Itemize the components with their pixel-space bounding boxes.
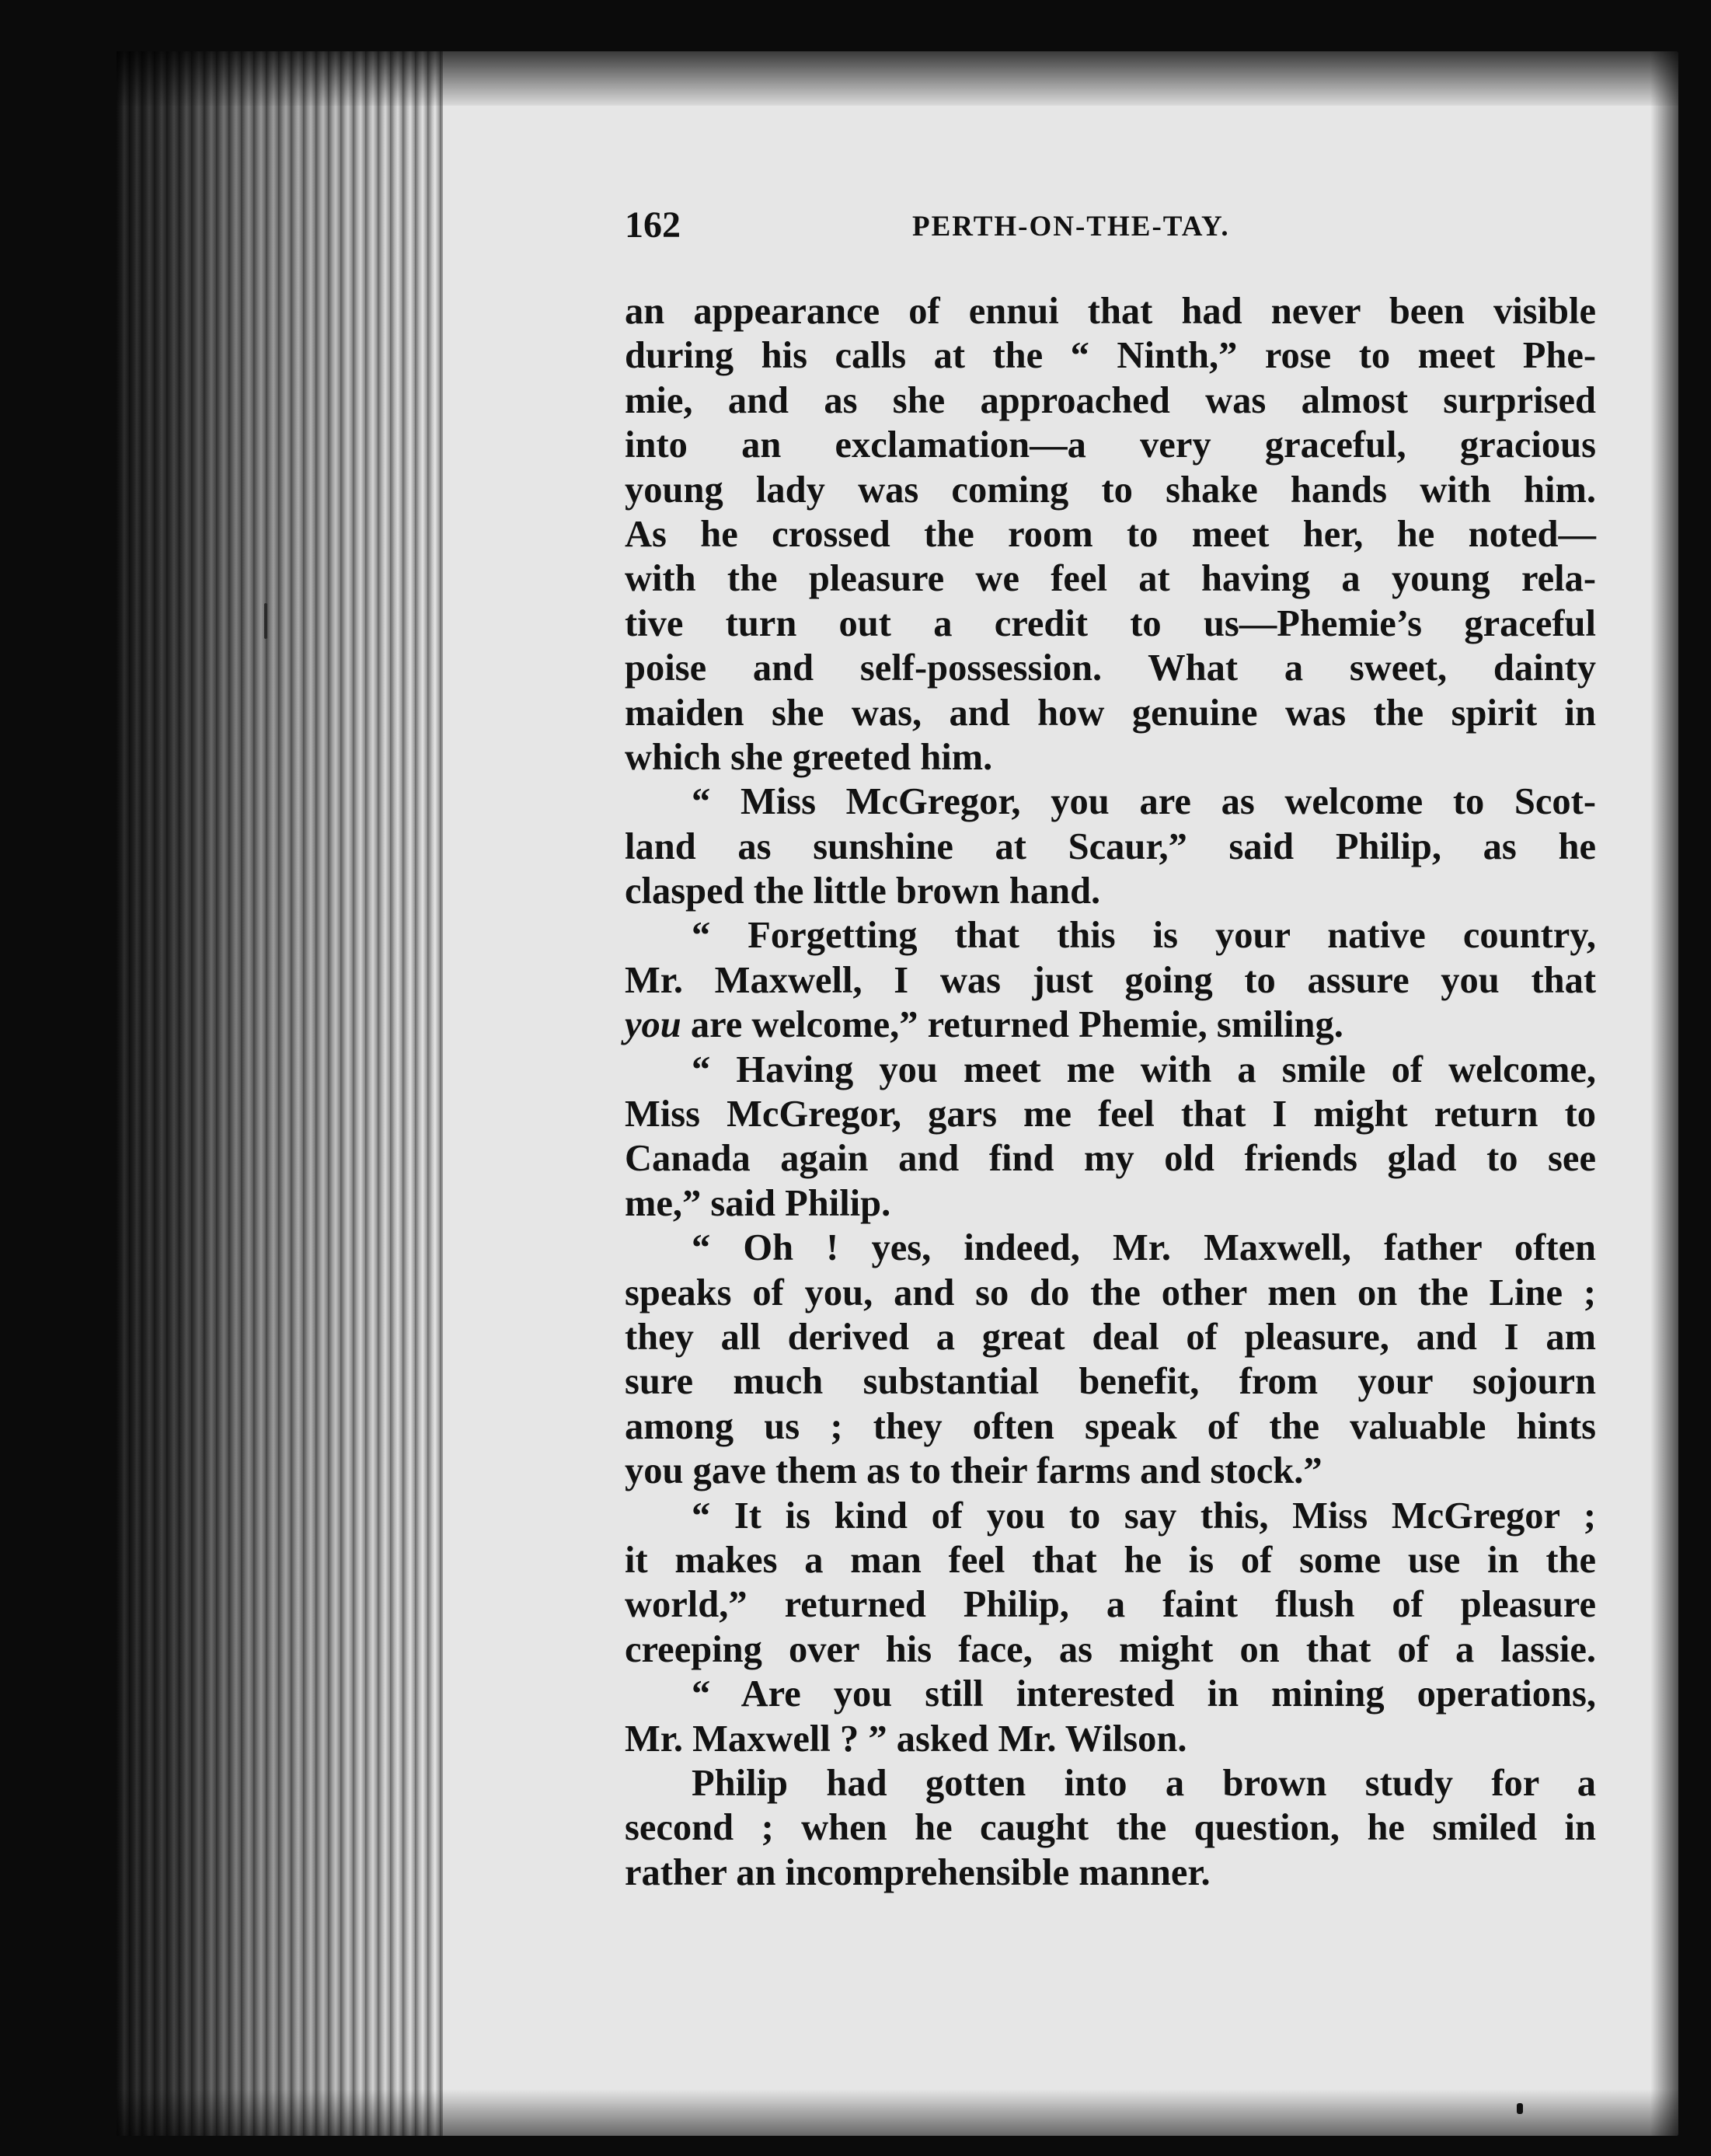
right-shadow	[1650, 51, 1678, 2136]
text-line: tive turn out a credit to us—Phemie’s graceful	[625, 602, 1596, 644]
text-line: into an exclamation—a very graceful, gracious	[625, 424, 1596, 466]
text-line: with the pleasure we feel at having a young rela-	[625, 558, 1596, 600]
text-line: Canada again and find my old friends glad to see	[625, 1138, 1596, 1180]
text-line: “ Miss McGregor, you are as welcome to Scot-	[692, 781, 1596, 823]
text-line: poise and self-possession. What a sweet, dainty	[625, 647, 1596, 689]
italic-word: you	[625, 1004, 681, 1046]
running-header	[625, 204, 1615, 250]
text-line: you gave them as to their farms and stock.”	[625, 1450, 1322, 1492]
text-line: me,” said Philip.	[625, 1182, 891, 1224]
text-line: rather an incomprehensible manner.	[625, 1851, 1211, 1893]
top-shadow	[117, 51, 1678, 106]
text-line: Philip had gotten into a brown study for a	[692, 1762, 1596, 1804]
text-line: “ Oh ! yes, indeed, Mr. Maxwell, father often	[692, 1227, 1596, 1269]
text-line: Mr. Maxwell, I was just going to assure you that	[625, 959, 1596, 1001]
text-line: “ Are you still interested in mining operations,	[692, 1673, 1596, 1715]
text-line: among us ; they often speak of the valuable hints	[625, 1405, 1596, 1447]
text-line: which she greeted him.	[625, 736, 993, 778]
text-line: during his calls at the “ Ninth,” rose to meet Phe-	[625, 335, 1596, 377]
text-line: “ Forgetting that this is your native country,	[692, 915, 1596, 957]
text-line: “ Having you meet me with a smile of welcome,	[692, 1048, 1596, 1090]
text-line: Mr. Maxwell ? ” asked Mr. Wilson.	[625, 1718, 1187, 1760]
text-line: land as sunshine at Scaur,” said Philip, as he	[625, 825, 1596, 867]
body-text	[625, 289, 1596, 1895]
page-edge-stack	[117, 51, 443, 2136]
text-line: sure much substantial benefit, from your sojourn	[625, 1361, 1596, 1403]
text-line: maiden she was, and how genuine was the spirit in	[625, 692, 1596, 734]
text-line: creeping over his face, as might on that of a lassie.	[625, 1628, 1596, 1670]
text-line: clasped the little brown hand.	[625, 870, 1101, 912]
text-line-with-italic	[625, 1003, 1596, 1047]
running-title: PERTH-ON-THE-TAY.	[912, 211, 1230, 242]
text-line: second ; when he caught the question, he smiled in	[625, 1807, 1596, 1849]
ink-speck	[1517, 2103, 1523, 2114]
text-line: speaks of you, and so do the other men on the Line ;	[625, 1272, 1596, 1313]
text-line: they all derived a great deal of pleasure, and I am	[625, 1316, 1596, 1358]
page-number: 162	[625, 204, 681, 246]
text-line: it makes a man feel that he is of some use in the	[625, 1539, 1596, 1581]
text-line: young lady was coming to shake hands with him.	[625, 469, 1596, 511]
margin-mark	[264, 603, 267, 639]
text-line: “ It is kind of you to say this, Miss McGregor ;	[692, 1495, 1596, 1537]
text-line: mie, and as she approached was almost surprised	[625, 379, 1596, 421]
text-line: As he crossed the room to meet her, he noted—	[625, 513, 1596, 555]
text-line: world,” returned Philip, a faint flush of pleasure	[625, 1584, 1596, 1626]
bottom-shadow	[117, 2089, 1678, 2136]
text-line: an appearance of ennui that had never been visible	[625, 291, 1596, 332]
text-line-rest: are welcome,” returned Phemie, smiling.	[690, 1004, 1343, 1046]
text-line: Miss McGregor, gars me feel that I might return to	[625, 1094, 1596, 1136]
